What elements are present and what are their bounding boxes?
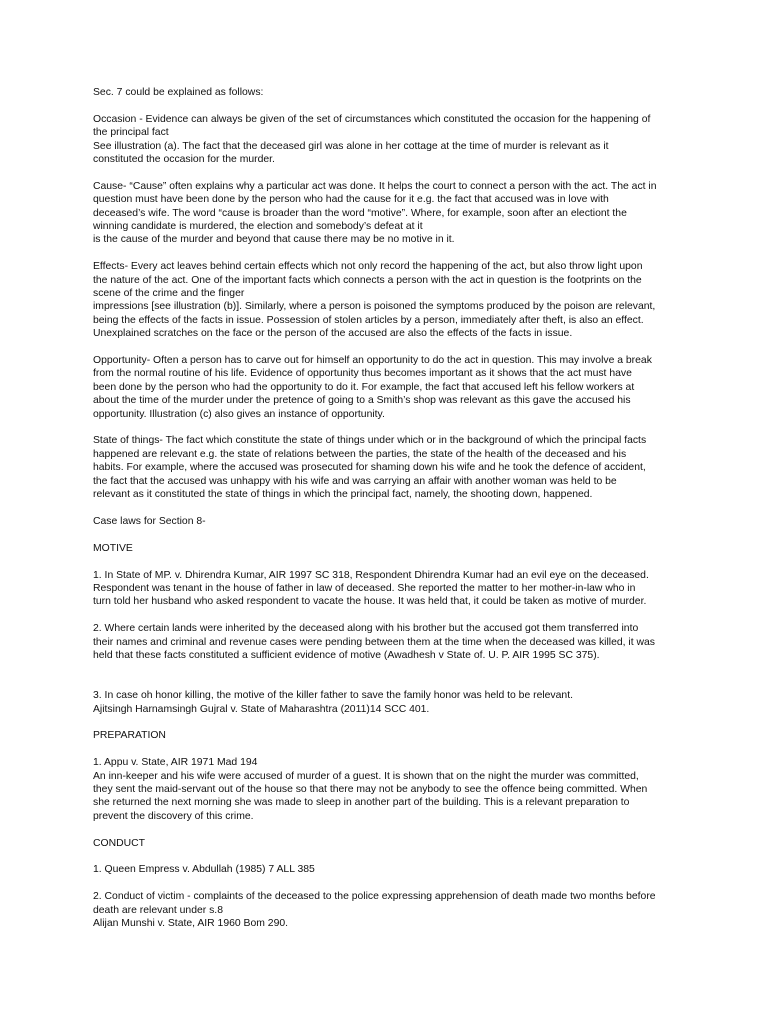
paragraph-line: Opportunity- Often a person has to carve out for himself an opportunity to do the act in question. This may involve a break <box>93 355 652 367</box>
effects-paragraph <box>93 260 684 340</box>
paragraph-line: Unexplained scratches on the face or the person of the accused are also the effects of the facts in issue. <box>93 328 573 340</box>
paragraph-line: 1. Queen Empress v. Abdullah (1985) 7 ALL 385 <box>93 864 315 876</box>
paragraph-line: habits. For example, where the accused was prosecuted for shaming down his wife and he took the defence of accident, <box>93 462 646 474</box>
section-heading: Case laws for Section 8- <box>93 515 206 527</box>
paragraph-line: she returned the next morning she was made to sleep in another part of the building. This is a relevant preparation to <box>93 797 630 809</box>
conduct-heading <box>93 837 684 850</box>
cause-paragraph <box>93 180 684 247</box>
motive-case-3 <box>93 689 684 716</box>
paragraph-line: Respondent was tenant in the house of father in law of deceased. She reported the matter to her mother-in-law who in <box>93 582 636 594</box>
paragraph-line: from the normal routine of his life. Evidence of opportunity thus becomes important as it shows that the act must have <box>93 368 632 380</box>
paragraph-line: prevent the discovery of this crime. <box>93 810 254 822</box>
paragraph-line: Sec. 7 could be explained as follows: <box>93 87 264 98</box>
paragraph-line: 1. In State of MP. v. Dhirendra Kumar, AIR 1997 SC 318, Respondent Dhirendra Kumar had an evil eye on the deceased. <box>93 569 649 581</box>
section-heading: PREPARATION <box>93 730 166 742</box>
paragraph-line: happened are relevant e.g. the state of relations between the parties, the state of the health of the deceased and his <box>93 448 627 460</box>
paragraph-line: the principal fact <box>93 127 169 139</box>
paragraph-line: about the time of the murder under the pretence of going to a Smith’s shop was relevant as this gave the accused his <box>93 395 631 407</box>
paragraph-line: 2. Where certain lands were inherited by the deceased along with his brother but the accused got them transferred into <box>93 623 639 635</box>
paragraph-line: deceased’s wife. The word “cause is broader than the word “motive”. Where, for example, soon after an electiont the <box>93 207 627 219</box>
paragraph-line: been done by the person who had the opportunity to do it. For example, the fact that accused left his fellow workers at <box>93 381 635 393</box>
motive-case-2 <box>93 622 684 662</box>
intro-paragraph <box>93 86 684 99</box>
motive-case-1 <box>93 569 684 609</box>
paragraph-line: Alijan Munshi v. State, AIR 1960 Bom 290. <box>93 917 289 929</box>
occasion-paragraph <box>93 113 684 167</box>
preparation-heading <box>93 729 684 742</box>
paragraph-line: State of things- The fact which constitute the state of things under which or in the background of which the principal facts <box>93 435 647 447</box>
paragraph-line: relevant as it constituted the state of things in which the principal fact, namely, the shooting down, happened. <box>93 489 593 501</box>
paragraph-line: Effects- Every act leaves behind certain effects which not only record the happening of the act, but also throw light upon <box>93 261 643 273</box>
paragraph-line: opportunity. Illustration (c) also gives an instance of opportunity. <box>93 408 385 420</box>
preparation-case-1 <box>93 756 684 823</box>
paragraph-line: the fact that the accused was unhappy with his wife and was carrying an affair with another woman was held to be <box>93 475 617 487</box>
paragraph-line: 1. Appu v. State, AIR 1971 Mad 194 <box>93 757 258 769</box>
paragraph-line: 2. Conduct of victim - complaints of the deceased to the police expressing apprehension of death made two months before <box>93 891 656 903</box>
paragraph-line: is the cause of the murder and beyond that cause there may be no motive in it. <box>93 234 455 246</box>
paragraph-line: An inn-keeper and his wife were accused of murder of a guest. It is shown that on the night the murder was committed, <box>93 770 639 782</box>
opportunity-paragraph <box>93 354 684 421</box>
paragraph-line: turn told her husband who asked respondent to vacate the house. It was held that, it could be taken as motive of murder. <box>93 596 647 608</box>
paragraph-line: See illustration (a). The fact that the deceased girl was alone in her cottage at the time of murder is relevant as it <box>93 140 609 152</box>
paragraph-line: death are relevant under s.8 <box>93 904 223 916</box>
conduct-case-1 <box>93 863 684 876</box>
case-laws-heading <box>93 515 684 528</box>
section-heading: MOTIVE <box>93 542 133 554</box>
paragraph-line: 3. In case oh honor killing, the motive of the killer father to save the family honor was held to be relevant. <box>93 690 573 702</box>
paragraph-line: constituted the occasion for the murder. <box>93 154 275 166</box>
paragraph-line: their names and criminal and revenue cases were pending between them at the time when the deceased was killed, it was <box>93 636 655 648</box>
paragraph-line: held that these facts constituted a sufficient evidence of motive (Awadhesh v State of. U. P. AIR 1995 SC 375). <box>93 649 600 661</box>
paragraph-line: impressions [see illustration (b)]. Similarly, where a person is poisoned the symptoms produced by the poison are relevant, <box>93 301 656 313</box>
paragraph-line: winning candidate is murdered, the election and somebody’s defeat at it <box>93 221 423 233</box>
section-heading: CONDUCT <box>93 837 145 849</box>
paragraph-line: scene of the crime and the finger <box>93 288 245 300</box>
motive-heading <box>93 542 684 555</box>
paragraph-line: question must have been done by the person who had the cause for it e.g. the fact that accused was in love with <box>93 194 609 206</box>
paragraph-line: the nature of the act. One of the important facts which connects a person with the act in question is the footprints on the <box>93 274 642 286</box>
paragraph-line: Cause- “Cause” often explains why a particular act was done. It helps the court to connect a person with the act. The act in <box>93 180 657 192</box>
conduct-case-2 <box>93 890 684 930</box>
paragraph-line: Ajitsingh Harnamsingh Gujral v. State of Maharashtra (2011)14 SCC 401. <box>93 703 430 715</box>
paragraph-line: they sent the maid-servant out of the house so that there may not be anybody to see the offence being committed. When <box>93 783 648 795</box>
state-of-things-paragraph <box>93 434 684 501</box>
paragraph-line: Occasion - Evidence can always be given of the set of circumstances which constituted the occasion for the happening of <box>93 113 651 125</box>
paragraph-line: being the effects of the facts in issue. Possession of stolen articles by a person, immediately after theft, is also an effect. <box>93 314 644 326</box>
